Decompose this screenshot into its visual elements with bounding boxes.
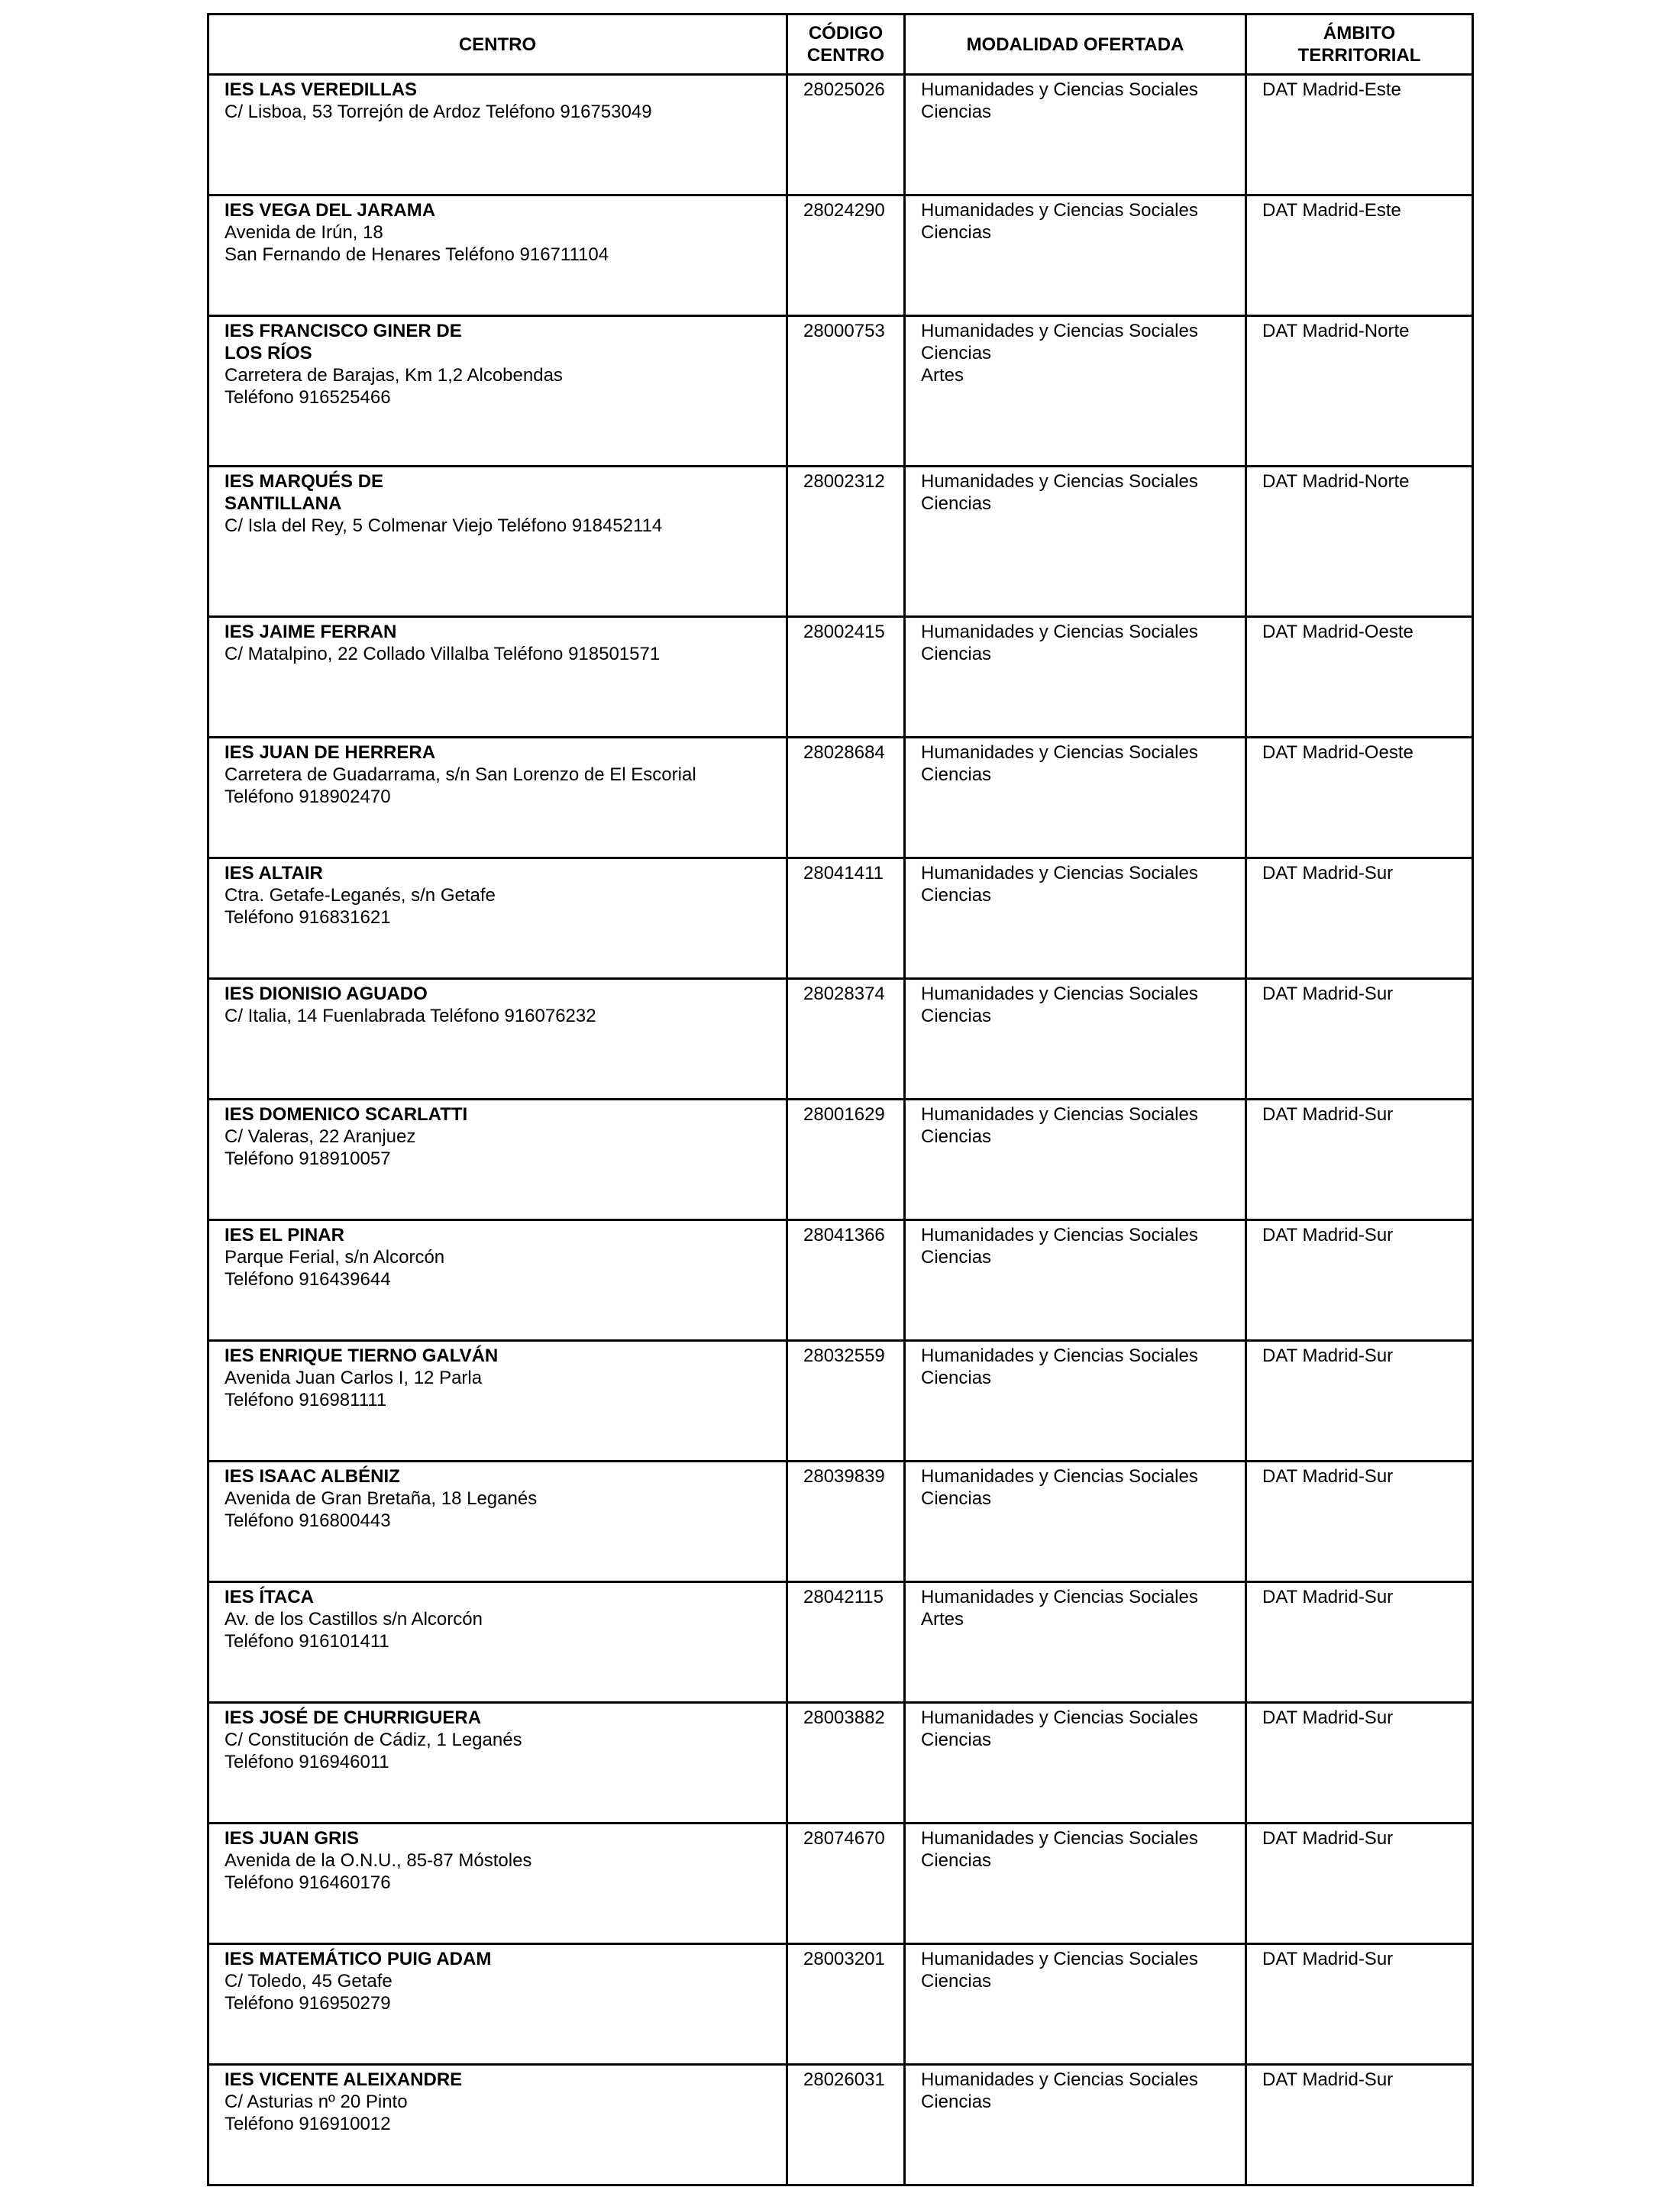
centro-name: IES JUAN DE HERRERA: [225, 742, 436, 763]
codigo-centro-cell: 28028684: [787, 738, 905, 858]
centro-cell: [208, 617, 787, 738]
ambito-territorial-cell: DAT Madrid-Oeste: [1246, 738, 1473, 858]
centro-name: IES DIONISIO AGUADO: [225, 984, 428, 1004]
ambito-territorial-cell: DAT Madrid-Norte: [1246, 467, 1473, 617]
ambito-territorial-cell: DAT Madrid-Este: [1246, 75, 1473, 195]
centro-cell: [208, 1462, 787, 1582]
centro-name: IES ENRIQUE TIERNO GALVÁN: [225, 1345, 499, 1366]
codigo-centro-cell: 28002415: [787, 617, 905, 738]
modalidad-item: Ciencias: [921, 1730, 992, 1750]
codigo-centro-cell: 28041366: [787, 1220, 905, 1341]
centro-address-line: Teléfono 916439644: [225, 1269, 391, 1290]
centro-address-line: C/ Isla del Rey, 5 Colmenar Viejo Teléfono 918452114: [225, 515, 663, 536]
codigo-centro-cell: 28028374: [787, 979, 905, 1100]
centro-name: IES MARQUÉS DE: [225, 471, 384, 492]
table-header: [208, 15, 1473, 75]
table-row: [208, 1582, 1473, 1703]
ambito-territorial-cell: DAT Madrid-Sur: [1246, 1824, 1473, 1944]
modalidad-item: Artes: [921, 1609, 964, 1630]
centro-address-line: C/ Constitución de Cádiz, 1 Leganés: [225, 1730, 522, 1750]
header-row: [208, 15, 1473, 75]
modalidad-cell: [905, 195, 1246, 316]
table-row: [208, 467, 1473, 617]
modalidad-cell: [905, 1220, 1246, 1341]
modalidad-cell: [905, 1341, 1246, 1462]
codigo-centro-cell: 28042115: [787, 1582, 905, 1703]
codigo-centro-cell: 28024290: [787, 195, 905, 316]
table-row: [208, 1944, 1473, 2065]
modalidad-item: Ciencias: [921, 1247, 992, 1268]
centro-address-line: C/ Lisboa, 53 Torrejón de Ardoz Teléfono 916753049: [225, 102, 652, 122]
centro-address-line: Teléfono 916460176: [225, 1872, 391, 1893]
modalidad-item: Humanidades y Ciencias Sociales: [921, 79, 1198, 100]
centro-name: IES MATEMÁTICO PUIG ADAM: [225, 1949, 492, 1969]
codigo-centro-cell: 28003201: [787, 1944, 905, 2065]
table-row: [208, 2065, 1473, 2185]
modalidad-cell: [905, 738, 1246, 858]
ambito-territorial-cell: DAT Madrid-Sur: [1246, 2065, 1473, 2185]
modalidad-cell: [905, 979, 1246, 1100]
codigo-centro-cell: 28025026: [787, 75, 905, 195]
codigo-centro-cell: 28026031: [787, 2065, 905, 2185]
modalidad-item: Ciencias: [921, 1006, 992, 1026]
codigo-centro-cell: 28002312: [787, 467, 905, 617]
ambito-territorial-cell: DAT Madrid-Oeste: [1246, 617, 1473, 738]
centro-name: IES ÍTACA: [225, 1587, 314, 1607]
modalidad-item: Humanidades y Ciencias Sociales: [921, 1345, 1198, 1366]
header-ambito-territorial: ÁMBITO TERRITORIAL: [1246, 15, 1473, 75]
table-row: [208, 1824, 1473, 1944]
modalidad-item: Artes: [921, 365, 964, 386]
centro-address-line: Teléfono 916800443: [225, 1510, 391, 1531]
centro-address-line: Ctra. Getafe-Leganés, s/n Getafe: [225, 885, 496, 906]
centro-name: IES VICENTE ALEIXANDRE: [225, 2069, 463, 2090]
modalidad-cell: [905, 1582, 1246, 1703]
modalidad-item: Humanidades y Ciencias Sociales: [921, 2069, 1198, 2090]
centro-name: SANTILLANA: [225, 493, 342, 514]
modalidad-cell: [905, 316, 1246, 467]
table-row: [208, 1220, 1473, 1341]
modalidad-item: Ciencias: [921, 1850, 992, 1871]
centro-address-line: Parque Ferial, s/n Alcorcón: [225, 1247, 445, 1268]
centro-address-line: C/ Asturias nº 20 Pinto: [225, 2092, 408, 2112]
modalidad-item: Humanidades y Ciencias Sociales: [921, 1587, 1198, 1607]
table-row: [208, 1100, 1473, 1220]
modalidad-item: Ciencias: [921, 764, 992, 785]
table-row: [208, 195, 1473, 316]
centro-name: IES JOSÉ DE CHURRIGUERA: [225, 1707, 482, 1728]
modalidad-item: Humanidades y Ciencias Sociales: [921, 1225, 1198, 1245]
centro-cell: [208, 1341, 787, 1462]
modalidad-cell: [905, 75, 1246, 195]
modalidad-item: Ciencias: [921, 644, 992, 664]
centro-cell: [208, 75, 787, 195]
centro-cell: [208, 1100, 787, 1220]
codigo-centro-cell: 28039839: [787, 1462, 905, 1582]
ambito-territorial-cell: DAT Madrid-Sur: [1246, 858, 1473, 979]
centro-cell: [208, 316, 787, 467]
centro-address-line: C/ Toledo, 45 Getafe: [225, 1971, 393, 1992]
centro-address-line: C/ Matalpino, 22 Collado Villalba Teléfono 918501571: [225, 644, 661, 664]
ambito-territorial-cell: DAT Madrid-Sur: [1246, 1703, 1473, 1824]
codigo-centro-cell: 28001629: [787, 1100, 905, 1220]
centro-address-line: Teléfono 916950279: [225, 1993, 391, 2014]
table-row: [208, 1462, 1473, 1582]
modalidad-item: Ciencias: [921, 102, 992, 122]
centro-address-line: Teléfono 916946011: [225, 1752, 389, 1772]
modalidad-cell: [905, 1824, 1246, 1944]
modalidad-item: Humanidades y Ciencias Sociales: [921, 622, 1198, 642]
ambito-territorial-cell: DAT Madrid-Sur: [1246, 1944, 1473, 2065]
modalidad-item: Humanidades y Ciencias Sociales: [921, 1828, 1198, 1849]
centro-address-line: Avenida de Gran Bretaña, 18 Leganés: [225, 1488, 538, 1509]
ambito-territorial-cell: DAT Madrid-Sur: [1246, 1341, 1473, 1462]
centro-name: IES VEGA DEL JARAMA: [225, 200, 436, 221]
centro-address-line: Carretera de Guadarrama, s/n San Lorenzo de El Escorial: [225, 764, 696, 785]
modalidad-item: Ciencias: [921, 222, 992, 243]
table-row: [208, 738, 1473, 858]
centro-name: IES EL PINAR: [225, 1225, 344, 1245]
centro-address-line: Carretera de Barajas, Km 1,2 Alcobendas: [225, 365, 563, 386]
centro-address-line: San Fernando de Henares Teléfono 916711104: [225, 244, 609, 265]
table-row: [208, 979, 1473, 1100]
centro-address-line: C/ Valeras, 22 Aranjuez: [225, 1126, 416, 1147]
centro-cell: [208, 1944, 787, 2065]
modalidad-cell: [905, 1703, 1246, 1824]
centro-name: IES FRANCISCO GINER DE: [225, 321, 462, 341]
ambito-territorial-cell: DAT Madrid-Sur: [1246, 1462, 1473, 1582]
modalidad-item: Ciencias: [921, 885, 992, 906]
modalidad-cell: [905, 2065, 1246, 2185]
modalidad-item: Ciencias: [921, 493, 992, 514]
centro-name: IES DOMENICO SCARLATTI: [225, 1104, 468, 1125]
centro-address-line: Av. de los Castillos s/n Alcorcón: [225, 1609, 483, 1630]
centro-name: IES JAIME FERRAN: [225, 622, 397, 642]
centro-cell: [208, 2065, 787, 2185]
modalidad-cell: [905, 858, 1246, 979]
modalidad-item: Ciencias: [921, 2092, 992, 2112]
modalidad-item: Humanidades y Ciencias Sociales: [921, 1707, 1198, 1728]
modalidad-item: Ciencias: [921, 343, 992, 363]
modalidad-item: Ciencias: [921, 1126, 992, 1147]
table-row: [208, 617, 1473, 738]
codigo-centro-cell: 28000753: [787, 316, 905, 467]
centro-address-line: Teléfono 918910057: [225, 1148, 391, 1169]
modalidad-cell: [905, 1944, 1246, 2065]
modalidad-cell: [905, 1462, 1246, 1582]
modalidad-cell: [905, 617, 1246, 738]
ambito-territorial-cell: DAT Madrid-Sur: [1246, 1582, 1473, 1703]
table-row: [208, 1703, 1473, 1824]
modalidad-item: Ciencias: [921, 1971, 992, 1992]
centro-cell: [208, 738, 787, 858]
modalidad-item: Humanidades y Ciencias Sociales: [921, 200, 1198, 221]
centro-cell: [208, 1703, 787, 1824]
modalidad-item: Humanidades y Ciencias Sociales: [921, 984, 1198, 1004]
ambito-territorial-cell: DAT Madrid-Sur: [1246, 1100, 1473, 1220]
centro-name: IES LAS VEREDILLAS: [225, 79, 418, 100]
centro-address-line: Teléfono 916910012: [225, 2114, 391, 2134]
ambito-territorial-cell: DAT Madrid-Norte: [1246, 316, 1473, 467]
modalidad-item: Humanidades y Ciencias Sociales: [921, 1466, 1198, 1487]
centro-cell: [208, 858, 787, 979]
ambito-territorial-cell: DAT Madrid-Sur: [1246, 979, 1473, 1100]
centro-cell: [208, 467, 787, 617]
centro-address-line: Avenida de la O.N.U., 85-87 Móstoles: [225, 1850, 532, 1871]
centro-address-line: Teléfono 916831621: [225, 907, 391, 928]
centro-cell: [208, 1582, 787, 1703]
centro-address-line: Avenida de Irún, 18: [225, 222, 383, 243]
centro-name: IES ISAAC ALBÉNIZ: [225, 1466, 400, 1487]
table-body: [208, 75, 1473, 2185]
table-row: [208, 858, 1473, 979]
table-row: [208, 1341, 1473, 1462]
codigo-centro-cell: 28003882: [787, 1703, 905, 1824]
centro-address-line: Teléfono 916981111: [225, 1390, 387, 1410]
modalidad-cell: [905, 1100, 1246, 1220]
centro-address-line: Avenida Juan Carlos I, 12 Parla: [225, 1368, 483, 1388]
table-row: [208, 75, 1473, 195]
centro-name: IES ALTAIR: [225, 863, 323, 884]
header-centro: CENTRO: [208, 15, 787, 75]
centros-table: [207, 13, 1474, 2186]
modalidad-cell: [905, 467, 1246, 617]
ambito-territorial-cell: DAT Madrid-Sur: [1246, 1220, 1473, 1341]
centro-cell: [208, 195, 787, 316]
modalidad-item: Ciencias: [921, 1488, 992, 1509]
centro-address-line: Teléfono 918902470: [225, 787, 391, 807]
centro-cell: [208, 979, 787, 1100]
codigo-centro-cell: 28041411: [787, 858, 905, 979]
modalidad-item: Ciencias: [921, 1368, 992, 1388]
modalidad-item: Humanidades y Ciencias Sociales: [921, 1949, 1198, 1969]
modalidad-item: Humanidades y Ciencias Sociales: [921, 471, 1198, 492]
centro-cell: [208, 1220, 787, 1341]
modalidad-item: Humanidades y Ciencias Sociales: [921, 321, 1198, 341]
codigo-centro-cell: 28074670: [787, 1824, 905, 1944]
centro-name: IES JUAN GRIS: [225, 1828, 360, 1849]
header-modalidad-ofertada: MODALIDAD OFERTADA: [905, 15, 1246, 75]
centro-address-line: C/ Italia, 14 Fuenlabrada Teléfono 916076232: [225, 1006, 596, 1026]
modalidad-item: Humanidades y Ciencias Sociales: [921, 742, 1198, 763]
centro-cell: [208, 1824, 787, 1944]
modalidad-item: Humanidades y Ciencias Sociales: [921, 1104, 1198, 1125]
table-row: [208, 316, 1473, 467]
ambito-territorial-cell: DAT Madrid-Este: [1246, 195, 1473, 316]
codigo-centro-cell: 28032559: [787, 1341, 905, 1462]
centro-name: LOS RÍOS: [225, 343, 312, 363]
header-codigo-centro: CÓDIGO CENTRO: [787, 15, 905, 75]
centro-address-line: Teléfono 916101411: [225, 1631, 389, 1652]
centro-address-line: Teléfono 916525466: [225, 387, 391, 408]
modalidad-item: Humanidades y Ciencias Sociales: [921, 863, 1198, 884]
